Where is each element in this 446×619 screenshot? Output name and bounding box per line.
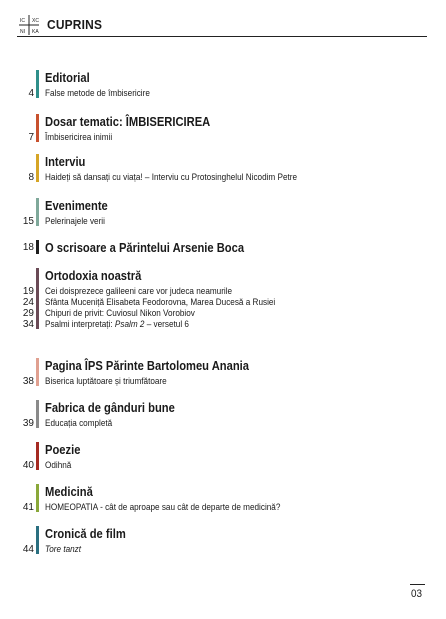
entry-title: Educația completă: [45, 418, 113, 429]
toc-entry[interactable]: [17, 376, 417, 387]
page-number-label: 38: [22, 376, 34, 387]
section-title: Cronică de film: [45, 526, 126, 541]
entry-title: Pelerinajele verii: [45, 216, 105, 227]
page-number-label: 24: [22, 297, 34, 308]
toc-entry[interactable]: [17, 216, 417, 227]
entry-title: Biserica luptătoare și triumfătoare: [45, 376, 167, 387]
svg-text:NI: NI: [20, 29, 25, 35]
section-title: Poezie: [45, 442, 81, 457]
page-number-label: 39: [22, 418, 34, 429]
entry-title: Haideți să dansați cu viața! – Interviu cu Protosinghelul Nicodim Petre: [45, 172, 298, 183]
toc-entry[interactable]: [17, 297, 417, 308]
toc-entry[interactable]: [17, 132, 417, 143]
page-number-label: 7: [28, 132, 34, 143]
cross-logo-icon: [17, 15, 41, 35]
toc-entry[interactable]: [17, 502, 417, 513]
entry-title-part: – versetul 6: [144, 319, 189, 330]
entry-title: Odihnă: [45, 460, 72, 471]
page-number-label: 8: [28, 172, 34, 183]
folio-divider: [410, 584, 425, 585]
svg-text:KA: KA: [32, 29, 39, 35]
entry-title: Sfânta Muceniță Elisabeta Feodorovna, Marea Ducesă a Rusiei: [45, 297, 276, 308]
toc-entry[interactable]: [17, 308, 417, 319]
entry-title: Chipuri de privit: Cuviosul Nikon Vorobiov: [45, 308, 195, 319]
toc-entry[interactable]: [17, 319, 417, 330]
entry-title: Tore tanzt: [45, 544, 82, 555]
page-number: 03: [411, 588, 423, 600]
page-number-label: 29: [22, 308, 34, 319]
section-title: Evenimente: [45, 198, 108, 213]
page-number-label: 44: [22, 544, 34, 555]
entry-title-italic: Psalm 2: [114, 319, 145, 330]
toc-entry[interactable]: [17, 544, 417, 555]
section-title: Pagina ÎPS Părinte Bartolomeu Anania: [45, 358, 249, 373]
section-color-bar: [36, 240, 39, 254]
section-title: Medicină: [45, 484, 93, 499]
svg-text:IC: IC: [20, 18, 25, 24]
entry-title: False metode de îmbisericire: [45, 88, 150, 99]
page-number-label: 40: [22, 460, 34, 471]
entry-title-part: Psalmi interpretați:: [45, 319, 115, 330]
section-title: O scrisoare a Părintelui Arsenie Boca: [45, 240, 245, 255]
toc-entry[interactable]: [17, 418, 417, 429]
page-header: [17, 13, 427, 37]
toc-entry[interactable]: [17, 172, 417, 183]
section-title: Interviu: [45, 154, 86, 169]
page-number-label: 4: [28, 88, 34, 99]
section-title: Editorial: [45, 70, 90, 85]
section-title: Fabrica de gânduri bune: [45, 400, 175, 415]
header-divider: [17, 36, 427, 37]
entry-title: Cei doisprezece galileeni care vor judeca neamurile: [45, 286, 233, 297]
section-title: Ortodoxia noastră: [45, 268, 142, 283]
page-number-label: 19: [22, 286, 34, 297]
section-title: Dosar tematic: ÎMBISERICIREA: [45, 114, 211, 129]
entry-title: HOMEOPATIA - cât de aproape sau cât de departe de medicină?: [45, 502, 281, 513]
svg-text:XC: XC: [32, 18, 39, 24]
toc-entry[interactable]: [17, 286, 417, 297]
page-number-label: 41: [22, 502, 34, 513]
toc-entry[interactable]: [17, 88, 417, 99]
page-number-label: 34: [22, 319, 34, 330]
page-title: CUPRINS: [47, 17, 103, 32]
page-number-label: 18: [22, 242, 34, 253]
toc-entry[interactable]: [17, 460, 417, 471]
entry-title: [45, 319, 189, 330]
entry-title: Îmbisericirea inimii: [45, 132, 113, 143]
page-number-label: 15: [22, 216, 34, 227]
